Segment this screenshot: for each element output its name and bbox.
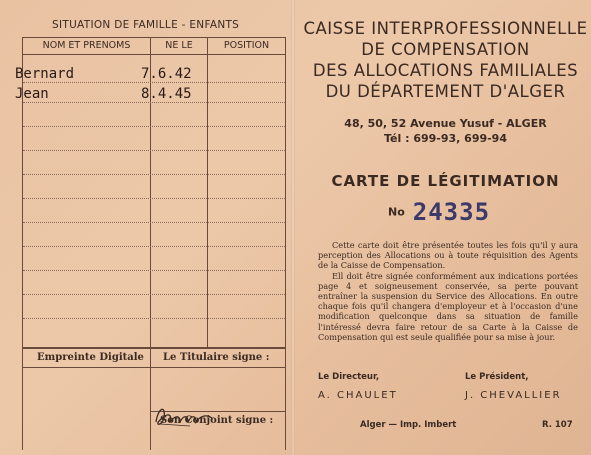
col-header-name: NOM ET PRENOMS bbox=[42, 40, 131, 51]
table-row-line bbox=[23, 294, 285, 295]
director-title: Le Directeur, bbox=[318, 372, 380, 382]
card-front-page bbox=[300, 0, 591, 455]
fingerprint-label: Empreinte Digitale bbox=[37, 352, 144, 363]
table-row-line bbox=[23, 270, 285, 271]
number-label: No bbox=[388, 205, 405, 219]
instruction-paragraph: Ell doit être signée conformément aux indications portées page 4 et soigneusement conservée, sa perte pouvant entraîner la suspension du Service des Allocations. En outre chaque fois qu'il changera d'employeur et à l'occasion d'une modification quelconque dans sa situation de famille l'intéressé devra faire retour de sa Carte à la Caisse de Compensation qui est seule qualifiée pour sa mise à jour. bbox=[318, 270, 578, 342]
form-reference: R. 107 bbox=[542, 420, 573, 430]
director-block bbox=[318, 372, 458, 401]
section-header-border bbox=[23, 367, 285, 368]
org-line: DES ALLOCATIONS FAMILIALES bbox=[312, 61, 579, 80]
table-row-line bbox=[23, 174, 285, 175]
table-row-line bbox=[23, 150, 285, 151]
column-divider bbox=[150, 38, 151, 348]
child-name: Jean bbox=[15, 86, 49, 102]
table-row-line bbox=[23, 318, 285, 319]
president-name: J. CHEVALLIER bbox=[465, 390, 562, 401]
phone: Tél : 699-93, 699-94 bbox=[383, 132, 507, 145]
col-header-birthdate: NE LE bbox=[165, 40, 193, 51]
section-top-border bbox=[23, 347, 285, 348]
president-title: Le Président, bbox=[465, 372, 529, 382]
table-row-line bbox=[23, 126, 285, 127]
organization-name bbox=[300, 18, 591, 102]
card-title: CARTE DE LÉGITIMATION bbox=[331, 172, 560, 190]
column-divider bbox=[207, 38, 208, 348]
org-line: CAISSE INTERPROFESSIONNELLE bbox=[303, 19, 588, 38]
card-number-row bbox=[388, 198, 490, 228]
director-name: A. CHAULET bbox=[318, 390, 398, 401]
table-row-line bbox=[23, 222, 285, 223]
handwritten-signature bbox=[150, 400, 220, 430]
president-block bbox=[465, 372, 591, 401]
printer-credit: Alger — Imp. Imbert bbox=[360, 420, 457, 430]
table-row-line bbox=[23, 198, 285, 199]
signature-section bbox=[22, 347, 286, 450]
child-birthdate: 8.4.45 bbox=[141, 86, 192, 102]
organization-contact bbox=[300, 116, 591, 146]
instruction-paragraph: Cette carte doit être présentée toutes les fois qu'il y aura perception des Allocations ou à toute réquisition des Agents de la Caisse de Compensation. bbox=[318, 240, 578, 271]
table-row-line bbox=[23, 102, 285, 103]
children-table bbox=[15, 37, 286, 349]
child-name: Bernard bbox=[15, 66, 75, 82]
table-row-line bbox=[23, 82, 285, 83]
family-situation-title: SITUATION DE FAMILLE - ENFANTS bbox=[52, 19, 240, 31]
col-header-position: POSITION bbox=[223, 40, 270, 51]
holder-signature-label: Le Titulaire signe : bbox=[163, 352, 270, 363]
signature-divider bbox=[150, 347, 151, 450]
child-birthdate: 7.6.42 bbox=[141, 66, 192, 82]
table-row-line bbox=[23, 246, 285, 247]
org-line: DU DÉPARTEMENT D'ALGER bbox=[325, 82, 566, 101]
header-divider bbox=[23, 54, 285, 55]
spouse-signature-label: Son Conjoint signe : bbox=[160, 415, 274, 426]
card-number: 24335 bbox=[412, 198, 491, 226]
family-situation-page bbox=[10, 10, 288, 450]
card-instructions bbox=[318, 240, 578, 342]
card-fold bbox=[291, 0, 295, 455]
address: 48, 50, 52 Avenue Yusuf - ALGER bbox=[344, 117, 547, 130]
org-line: DE COMPENSATION bbox=[361, 40, 530, 59]
